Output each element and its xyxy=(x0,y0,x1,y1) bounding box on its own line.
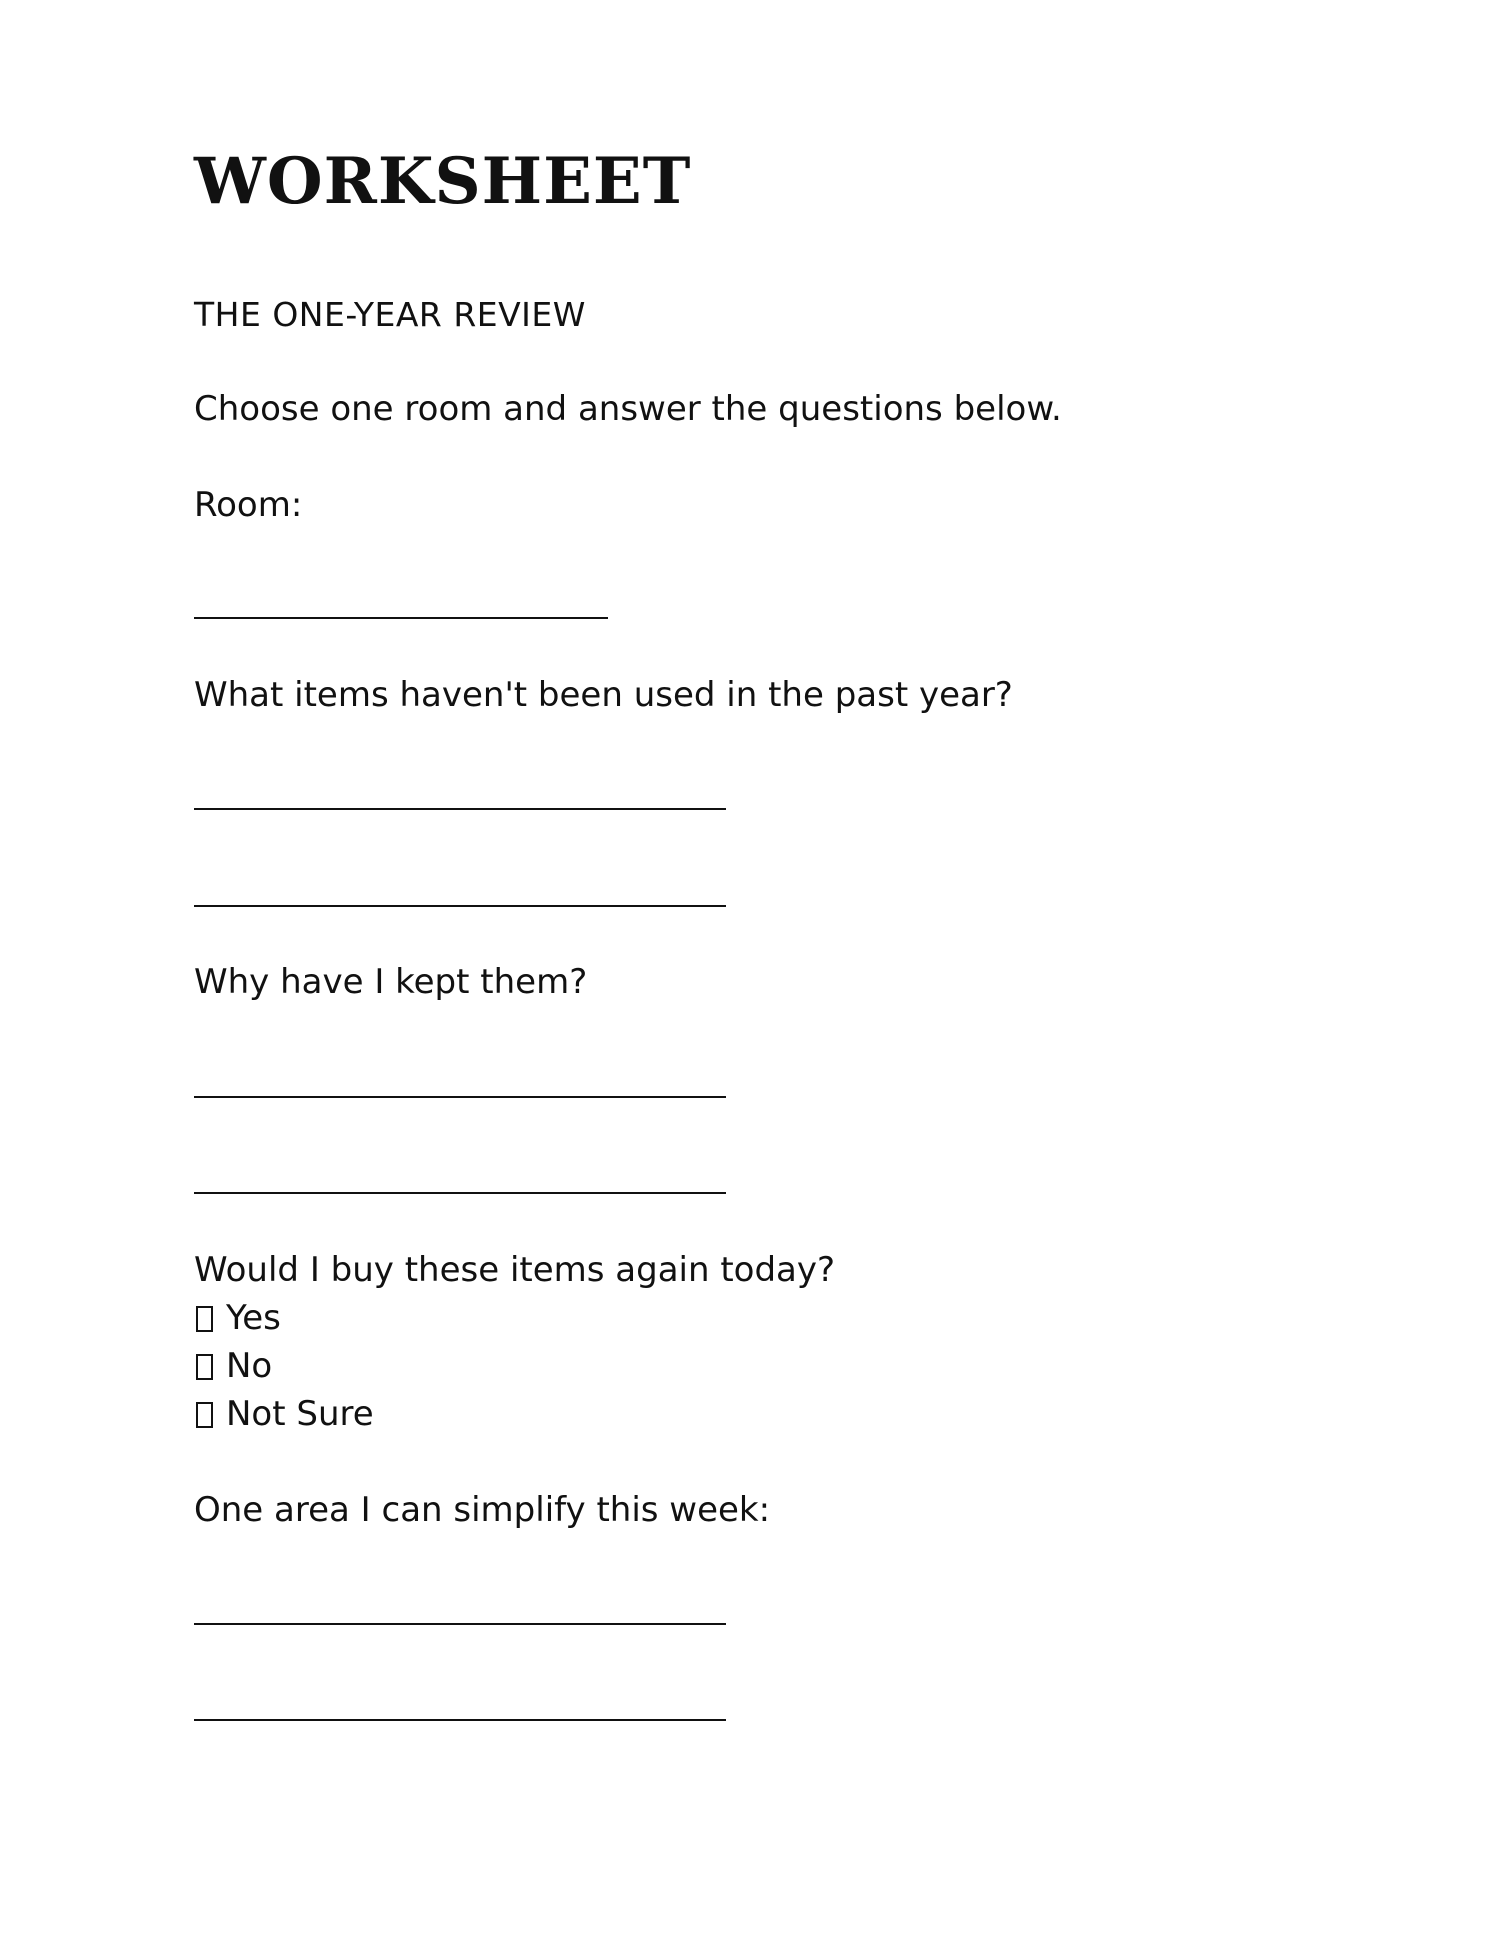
option-no-label: No xyxy=(226,1346,273,1386)
option-not-sure-label: Not Sure xyxy=(226,1394,374,1434)
why-kept-question: Why have I kept them? xyxy=(194,962,588,1002)
simplify-answer-line-1[interactable] xyxy=(194,1623,726,1625)
worksheet-subtitle: THE ONE-YEAR REVIEW xyxy=(194,295,586,334)
simplify-question: One area I can simplify this week: xyxy=(194,1490,771,1530)
option-yes[interactable] xyxy=(194,1299,281,1338)
checkbox-icon[interactable] xyxy=(196,1306,213,1332)
option-yes-label: Yes xyxy=(226,1298,281,1338)
why-kept-answer-line-1[interactable] xyxy=(194,1096,726,1098)
option-no[interactable] xyxy=(194,1347,272,1386)
buy-again-question: Would I buy these items again today? xyxy=(194,1250,836,1290)
unused-items-question: What items haven't been used in the past year? xyxy=(194,675,1013,715)
checkbox-icon[interactable] xyxy=(196,1402,213,1428)
room-label: Room: xyxy=(194,485,303,525)
option-not-sure[interactable] xyxy=(194,1395,374,1434)
checkbox-icon[interactable] xyxy=(196,1354,213,1380)
page-title: WORKSHEET xyxy=(194,144,692,219)
unused-items-answer-line-1[interactable] xyxy=(194,808,726,810)
why-kept-answer-line-2[interactable] xyxy=(194,1192,726,1194)
room-answer-line[interactable] xyxy=(194,617,608,619)
unused-items-answer-line-2[interactable] xyxy=(194,905,726,907)
simplify-answer-line-2[interactable] xyxy=(194,1719,726,1721)
instruction-text: Choose one room and answer the questions below. xyxy=(194,389,1062,429)
